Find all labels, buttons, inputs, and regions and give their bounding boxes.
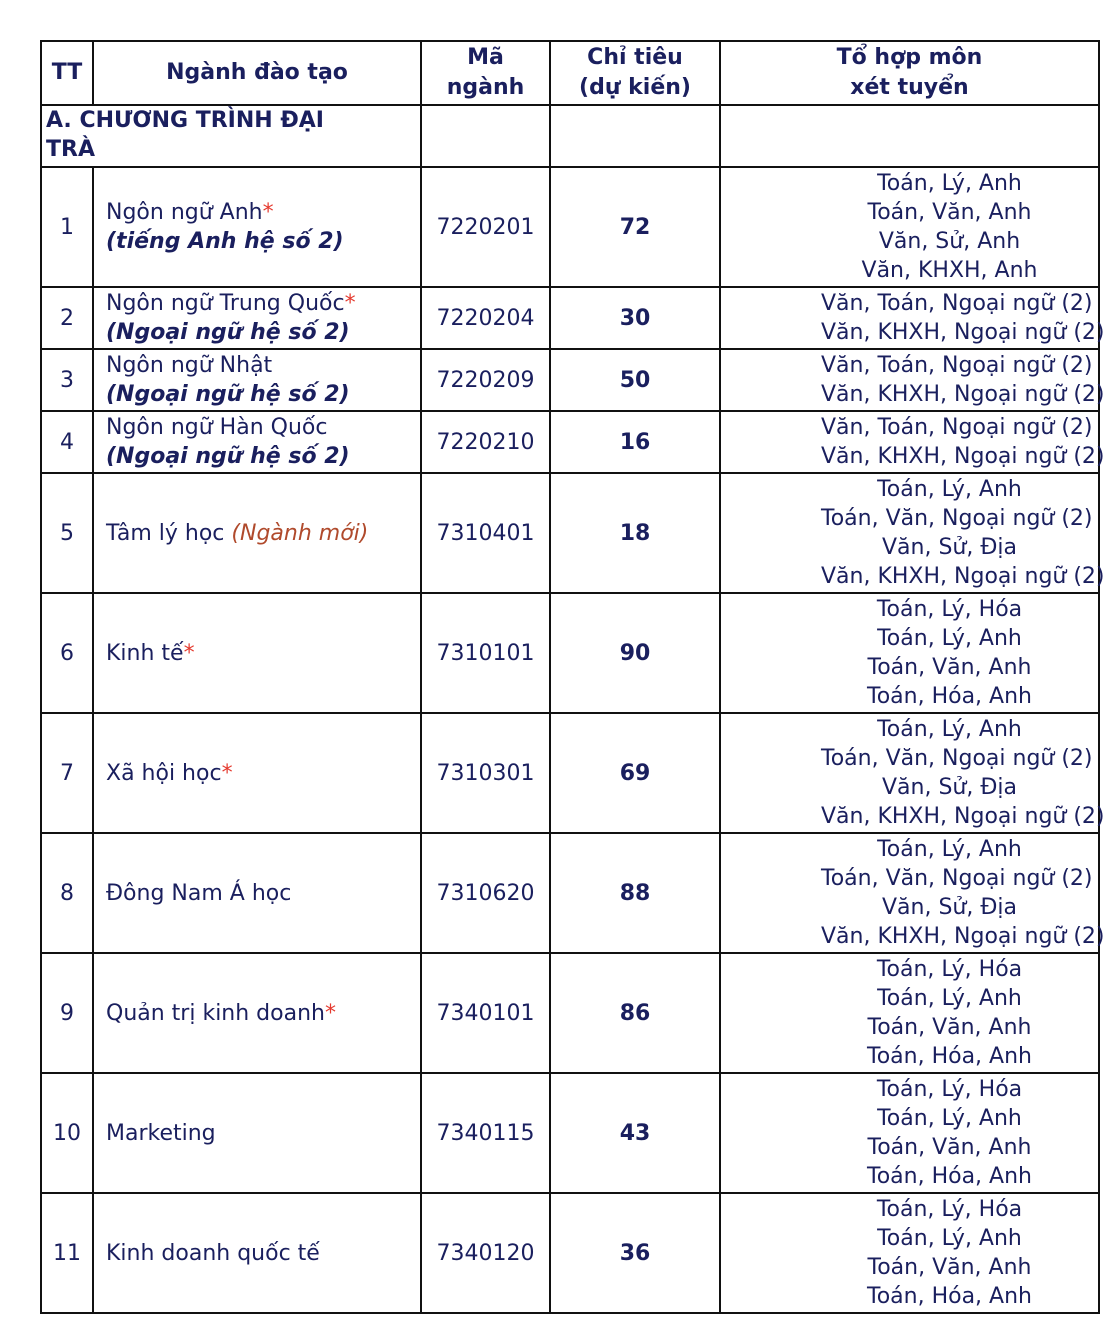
program-name: Ngôn ngữ Nhật (106, 353, 273, 378)
subject-combination: Văn, KHXH, Ngoại ngữ (2) (821, 804, 1105, 829)
program-note: (tiếng Anh hệ số 2) (106, 229, 344, 254)
subject-combinations (720, 953, 1099, 1073)
program-name-line (106, 198, 420, 227)
section-title-line2: TRÀ (46, 137, 95, 162)
subject-combination: Văn, Sử, Địa (882, 895, 1017, 920)
program-code: 7310301 (421, 713, 550, 833)
program-name-cell (93, 349, 421, 411)
header-combo-line2: xét tuyển (850, 75, 969, 100)
row-index: 10 (41, 1073, 93, 1193)
subject-combination: Toán, Lý, Anh (877, 1106, 1022, 1131)
row-index: 11 (41, 1193, 93, 1313)
program-quota: 16 (550, 411, 720, 473)
program-quota: 86 (550, 953, 720, 1073)
subject-combination: Toán, Văn, Anh (867, 200, 1032, 225)
new-program-star: * (221, 760, 233, 786)
subject-combination: Văn, KHXH, Ngoại ngữ (2) (821, 320, 1105, 345)
subject-combination: Văn, KHXH, Ngoại ngữ (2) (821, 564, 1105, 589)
subject-combination: Toán, Văn, Ngoại ngữ (2) (821, 506, 1093, 531)
program-name-cell (93, 287, 421, 349)
program-name-line (106, 639, 420, 668)
subject-combination: Văn, Toán, Ngoại ngữ (2) (821, 353, 1093, 378)
program-name-cell (93, 833, 421, 953)
program-name: Ngôn ngữ Trung Quốc (106, 291, 345, 316)
program-code: 7220201 (421, 167, 550, 287)
section-empty-cell (720, 105, 1099, 167)
subject-combination: Toán, Lý, Anh (877, 171, 1022, 196)
program-quota: 90 (550, 593, 720, 713)
program-name-line (106, 999, 420, 1028)
program-name-line (106, 1239, 420, 1268)
subject-combination: Toán, Lý, Hóa (876, 597, 1023, 622)
subject-combination: Toán, Lý, Hóa (876, 1197, 1023, 1222)
row-index: 7 (41, 713, 93, 833)
subject-combination: Văn, KHXH, Anh (861, 258, 1038, 283)
admission-table (40, 40, 1105, 1314)
subject-combinations (720, 593, 1099, 713)
program-name-cell (93, 411, 421, 473)
program-name-line (106, 879, 420, 908)
row-index: 9 (41, 953, 93, 1073)
program-quota: 18 (550, 473, 720, 593)
subject-combination: Toán, Lý, Anh (877, 1226, 1022, 1251)
header-code-line1: Mã (467, 45, 504, 70)
program-name-cell (93, 953, 421, 1073)
program-name-line (106, 759, 420, 788)
program-name: Tâm lý học (106, 520, 225, 546)
program-name: Ngôn ngữ Hàn Quốc (106, 415, 328, 440)
subject-combinations (720, 167, 1099, 287)
subject-combination: Văn, Sử, Địa (882, 535, 1017, 560)
subject-combination: Toán, Lý, Hóa (876, 957, 1023, 982)
subject-combinations (720, 1073, 1099, 1193)
new-program-tag: (Ngành mới) (231, 520, 369, 546)
header-quota-line2: (dự kiến) (579, 75, 691, 100)
subject-combinations (720, 1193, 1099, 1313)
table-row (41, 833, 1099, 953)
subject-combination: Toán, Hóa, Anh (867, 1044, 1032, 1069)
header-combo (720, 41, 1099, 105)
subject-combination: Toán, Văn, Anh (867, 655, 1032, 680)
subject-combination: Văn, Toán, Ngoại ngữ (2) (821, 415, 1093, 440)
table-row (41, 1073, 1099, 1193)
row-index: 1 (41, 167, 93, 287)
table-row (41, 473, 1099, 593)
row-index: 6 (41, 593, 93, 713)
header-combo-line1: Tổ hợp môn (836, 45, 983, 70)
program-code: 7340101 (421, 953, 550, 1073)
program-name-cell (93, 713, 421, 833)
subject-combination: Toán, Lý, Anh (877, 986, 1022, 1011)
program-name: Quản trị kinh doanh (106, 1000, 325, 1026)
program-name-line (106, 289, 420, 318)
table-row (41, 287, 1099, 349)
program-name: Marketing (106, 1120, 216, 1146)
subject-combination: Toán, Văn, Ngoại ngữ (2) (821, 746, 1093, 771)
section-row (41, 105, 1099, 167)
row-index: 4 (41, 411, 93, 473)
program-name-cell (93, 167, 421, 287)
program-code: 7220210 (421, 411, 550, 473)
table-row (41, 349, 1099, 411)
subject-combinations (720, 713, 1105, 833)
program-quota: 50 (550, 349, 720, 411)
subject-combinations (720, 349, 1105, 411)
new-program-star: * (183, 640, 195, 666)
table-row (41, 1193, 1099, 1313)
program-code: 7220209 (421, 349, 550, 411)
new-program-star: * (344, 291, 356, 316)
program-quota: 72 (550, 167, 720, 287)
row-index: 8 (41, 833, 93, 953)
program-name: Xã hội học (106, 760, 222, 786)
subject-combination: Toán, Lý, Anh (877, 837, 1022, 862)
new-program-star: * (324, 1000, 336, 1026)
program-name: Kinh doanh quốc tế (106, 1240, 320, 1266)
table-row (41, 953, 1099, 1073)
table-row (41, 167, 1099, 287)
table-row (41, 411, 1099, 473)
program-name-line (106, 351, 420, 380)
subject-combination: Toán, Văn, Anh (867, 1135, 1032, 1160)
table-row (41, 713, 1099, 833)
subject-combination: Văn, KHXH, Ngoại ngữ (2) (821, 444, 1105, 469)
section-empty-cell (550, 105, 720, 167)
program-name: Kinh tế (106, 640, 184, 666)
program-note: (Ngoại ngữ hệ số 2) (106, 320, 350, 345)
subject-combination: Toán, Lý, Anh (877, 626, 1022, 651)
program-quota: 43 (550, 1073, 720, 1193)
program-name: Ngôn ngữ Anh (106, 200, 263, 225)
section-title-line1: A. CHƯƠNG TRÌNH ĐẠI (46, 108, 324, 133)
program-code: 7310101 (421, 593, 550, 713)
subject-combination: Toán, Văn, Anh (867, 1015, 1032, 1040)
row-index: 5 (41, 473, 93, 593)
header-quota (550, 41, 720, 105)
program-quota: 36 (550, 1193, 720, 1313)
program-quota: 30 (550, 287, 720, 349)
header-tt: TT (41, 41, 93, 105)
program-name-cell (93, 1073, 421, 1193)
subject-combination: Văn, Sử, Anh (878, 229, 1021, 254)
subject-combinations (720, 833, 1105, 953)
subject-combination: Văn, Toán, Ngoại ngữ (2) (821, 291, 1093, 316)
subject-combination: Văn, KHXH, Ngoại ngữ (2) (821, 382, 1105, 407)
row-index: 3 (41, 349, 93, 411)
header-code (421, 41, 550, 105)
program-name-cell (93, 593, 421, 713)
program-name: Đông Nam Á học (106, 880, 292, 906)
subject-combination: Toán, Lý, Hóa (876, 1077, 1023, 1102)
subject-combination: Toán, Hóa, Anh (867, 684, 1032, 709)
subject-combinations (720, 287, 1105, 349)
new-program-star: * (262, 200, 274, 225)
program-name-line (106, 413, 420, 442)
program-note: (Ngoại ngữ hệ số 2) (106, 382, 350, 407)
subject-combination: Toán, Hóa, Anh (867, 1284, 1032, 1309)
program-code: 7310401 (421, 473, 550, 593)
subject-combinations (720, 411, 1105, 473)
subject-combination: Văn, Sử, Địa (882, 775, 1017, 800)
subject-combination: Toán, Lý, Anh (877, 717, 1022, 742)
program-code: 7340115 (421, 1073, 550, 1193)
program-name-cell (93, 473, 421, 593)
subject-combinations (720, 473, 1105, 593)
program-code: 7340120 (421, 1193, 550, 1313)
subject-combination: Văn, KHXH, Ngoại ngữ (2) (821, 924, 1105, 949)
program-name-cell (93, 1193, 421, 1313)
subject-combination: Toán, Hóa, Anh (867, 1164, 1032, 1189)
table-row (41, 593, 1099, 713)
header-name: Ngành đào tạo (93, 41, 421, 105)
section-title (41, 105, 421, 167)
section-empty-cell (421, 105, 550, 167)
header-row (41, 41, 1099, 105)
subject-combination: Toán, Văn, Ngoại ngữ (2) (821, 866, 1093, 891)
program-note: (Ngoại ngữ hệ số 2) (106, 444, 350, 469)
program-code: 7220204 (421, 287, 550, 349)
program-name-line (106, 519, 420, 548)
header-code-line2: ngành (446, 75, 525, 100)
program-quota: 88 (550, 833, 720, 953)
subject-combination: Toán, Văn, Anh (867, 1255, 1032, 1280)
header-quota-line1: Chỉ tiêu (587, 45, 683, 70)
program-quota: 69 (550, 713, 720, 833)
row-index: 2 (41, 287, 93, 349)
program-name-line (106, 1119, 420, 1148)
program-code: 7310620 (421, 833, 550, 953)
table-body (41, 105, 1105, 1313)
subject-combination: Toán, Lý, Anh (877, 477, 1022, 502)
